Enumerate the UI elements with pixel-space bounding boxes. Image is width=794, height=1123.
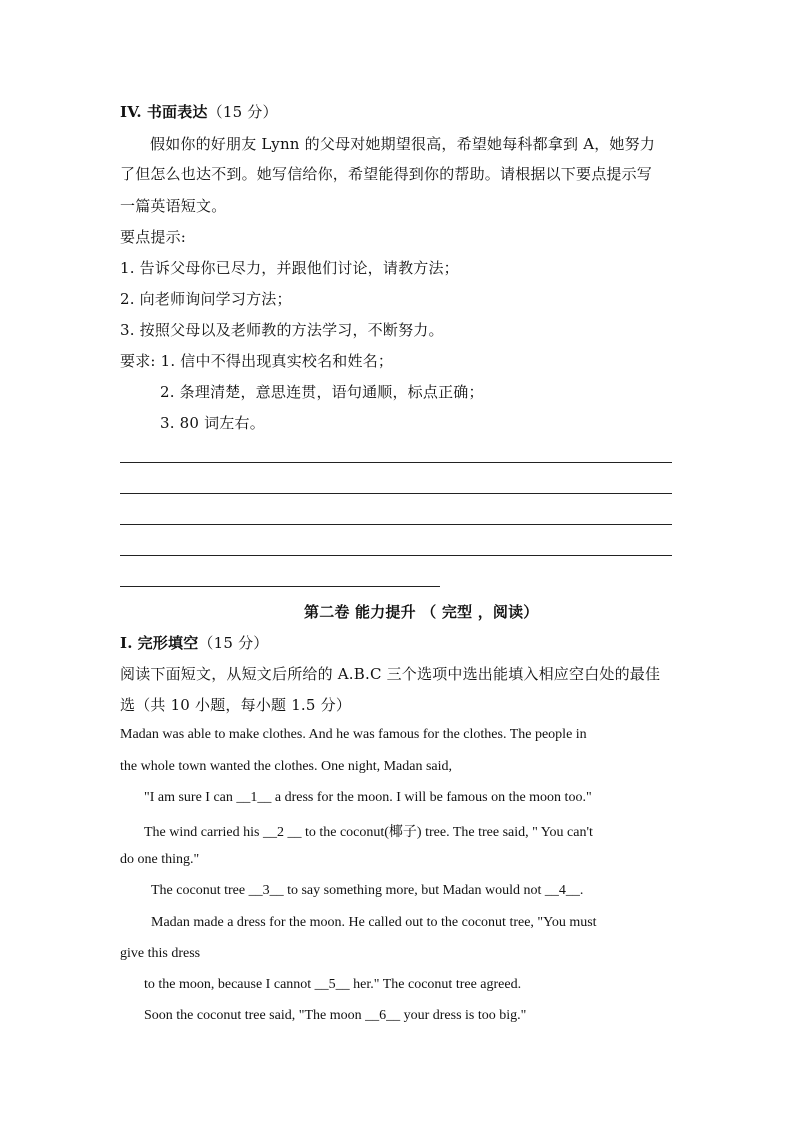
passage-line: Soon the coconut tree said, "The moon __6__ your dress is too big." (144, 1008, 527, 1023)
writing-prompt-line-2: 了但怎么也达不到。她写信给你，希望能得到你的帮助。请根据以下要点提示写 (120, 165, 653, 183)
writing-heading-points: （15 分） (207, 103, 278, 121)
hint-item: 2. 向老师询问学习方法； (120, 290, 292, 308)
answer-line (120, 524, 672, 525)
passage-line: do one thing." (120, 852, 200, 867)
passage-line: The wind carried his __2 __ to the coconut(椰子) tree. The tree said, " You can't (144, 825, 593, 840)
passage-line: "I am sure I can __1__ a dress for the moon. I will be famous on the moon too." (144, 790, 592, 805)
cloze-instruction-line-1: 阅读下面短文，从短文后所给的 A.B.C 三个选项中选出能填入相应空白处的最佳 (120, 665, 661, 683)
requirement-item: 3. 80 词左右。 (160, 414, 265, 432)
cloze-heading (120, 632, 268, 653)
hint-item: 1. 告诉父母你已尽力，并跟他们讨论，请教方法； (120, 259, 459, 277)
hint-item: 3. 按照父母以及老师教的方法学习，不断努力。 (120, 321, 444, 339)
cloze-instruction-line-2: 选（共 10 小题，每小题 1.5 分） (120, 696, 352, 714)
passage-line: to the moon, because I cannot __5__ her." The coconut tree agreed. (144, 977, 522, 992)
passage-line: The coconut tree __3__ to say something more, but Madan would not __4__. (151, 883, 584, 898)
answer-line (120, 462, 672, 463)
writing-prompt-line-3: 一篇英语短文。 (120, 197, 227, 215)
part-two-title: 第二卷 能力提升 （ 完型 ，阅读） (304, 603, 539, 621)
passage-line: the whole town wanted the clothes. One night, Madan said, (120, 759, 453, 774)
hints-label: 要点提示: (120, 228, 187, 246)
writing-heading-title: 书面表达 (146, 103, 208, 121)
requirement-item: 2. 条理清楚，意思连贯，语句通顺，标点正确； (160, 383, 484, 401)
cloze-heading-number: I. (120, 634, 133, 652)
answer-line (120, 586, 440, 587)
passage-line: give this dress (120, 946, 201, 961)
writing-heading-number: IV. (120, 103, 142, 121)
cloze-heading-points: （15 分） (198, 634, 269, 652)
answer-line (120, 493, 672, 494)
cloze-heading-title: 完形填空 (137, 634, 199, 652)
writing-prompt-line-1: 假如你的好朋友 Lynn 的父母对她期望很高，希望她每科都拿到 A，她努力 (150, 135, 656, 153)
passage-line: Madan made a dress for the moon. He called out to the coconut tree, "You must (151, 915, 597, 930)
writing-heading (120, 101, 278, 122)
answer-line (120, 555, 672, 556)
passage-line: Madan was able to make clothes. And he was famous for the clothes. The people in (120, 727, 587, 742)
requirement-item: 要求: 1. 信中不得出现真实校名和姓名； (120, 352, 394, 370)
